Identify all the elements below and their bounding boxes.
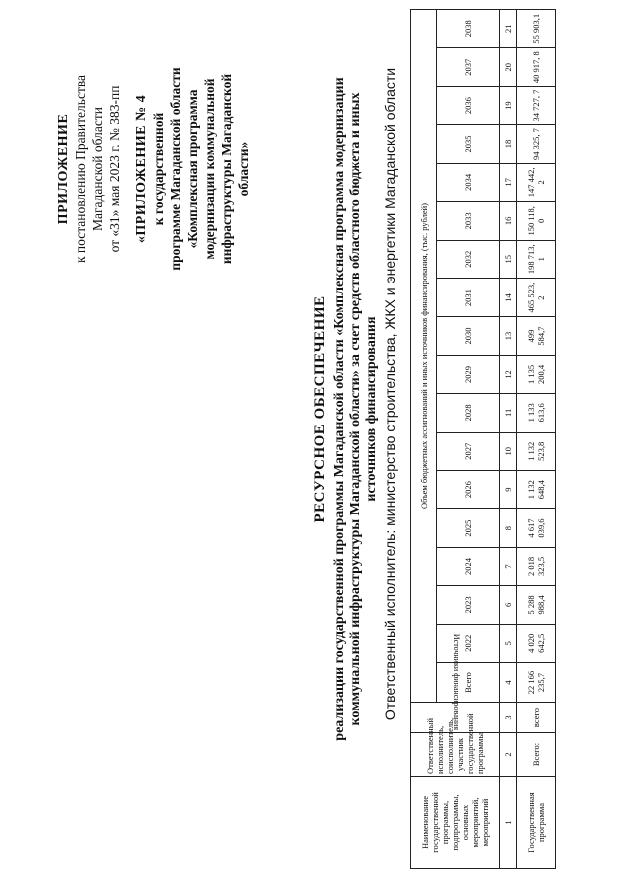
responsible-executor: Ответственный исполнитель: министерство строительства, ЖКХ и энергетики Магаданской области — [382, 67, 398, 721]
row-value: 150 118, 0 — [517, 202, 556, 240]
col-number: 2 — [500, 733, 517, 777]
header-source-text: Источники финансирования — [451, 633, 461, 730]
row-value: 40 917, 8 — [517, 48, 556, 86]
year-cell: 2022 — [437, 624, 500, 662]
row-value: 465 523, 2 — [517, 278, 556, 316]
row-value: 4 020 642,5 — [517, 624, 556, 662]
col-number: 4 — [500, 663, 517, 703]
year-cell: 2028 — [437, 394, 500, 432]
header-total: Всего — [437, 663, 500, 703]
col-number: 18 — [500, 125, 517, 163]
col-number: 10 — [500, 432, 517, 470]
row-total: 22 166 235,7 — [517, 663, 556, 703]
row-value: 147 442, 2 — [517, 163, 556, 201]
row-value: 1 135 200,4 — [517, 355, 556, 393]
appendix-heading: ПРИЛОЖЕНИЕ — [56, 113, 71, 225]
row-value: 55 903,1 — [517, 10, 556, 49]
year-cell: 2029 — [437, 355, 500, 393]
year-cell: 2032 — [437, 240, 500, 278]
title-line: реализации государственной программы Магаданской области «Комплексная программа модернизации — [332, 77, 347, 741]
row-value: 34 727, 7 — [517, 86, 556, 124]
col-number: 6 — [500, 586, 517, 624]
year-cell: 2027 — [437, 432, 500, 470]
table-row — [517, 10, 556, 869]
title-line: источников финансирования — [364, 316, 379, 502]
year-cell: 2036 — [437, 86, 500, 124]
row-value: 198 713, 1 — [517, 240, 556, 278]
col-number: 15 — [500, 240, 517, 278]
title-main: РЕСУРСНОЕ ОБЕСПЕЧЕНИЕ — [312, 295, 328, 523]
row-value: 499 584,7 — [517, 317, 556, 355]
title-line: коммунальной инфраструктуры Магаданской области» за счет средств областного бюджета и иных — [348, 92, 363, 726]
appendix-line: к постановлению Правительства — [73, 74, 88, 264]
appendix-line: программе Магаданской области — [168, 67, 183, 271]
appendix-line: Магаданской области — [90, 107, 105, 231]
col-number: 7 — [500, 547, 517, 585]
col-number: 1 — [500, 777, 517, 869]
document-title — [312, 9, 380, 809]
header-volume: Объем бюджетных ассигнований и иных источников финансирования, (тыс. рублей) — [411, 10, 437, 703]
col-number: 21 — [500, 10, 517, 49]
row-value: 1 133 613,6 — [517, 394, 556, 432]
row-value: 4 617 039,6 — [517, 509, 556, 547]
appendix-line: модернизации коммунальной — [202, 78, 217, 260]
col-number: 14 — [500, 278, 517, 316]
header-row — [411, 10, 437, 869]
year-cell: 2037 — [437, 48, 500, 86]
appendix-line: «Комплексная программа — [185, 89, 200, 249]
col-number: 8 — [500, 509, 517, 547]
col-number: 3 — [500, 703, 517, 733]
col-number: 20 — [500, 48, 517, 86]
appendix-line: области» — [236, 141, 251, 197]
year-cell: 2034 — [437, 163, 500, 201]
appendix-block — [55, 19, 252, 319]
appendix-line: от «31» мая 2023 г. № 383-пп — [107, 85, 122, 253]
year-cell: 2033 — [437, 202, 500, 240]
row-value: 2 018 323,5 — [517, 547, 556, 585]
year-cell: 2030 — [437, 317, 500, 355]
header-responsible: Ответственный исполнитель, соисполнитель, участник государственной программы — [411, 733, 500, 777]
col-number: 12 — [500, 355, 517, 393]
col-number: 16 — [500, 202, 517, 240]
row-value: 94 325, 7 — [517, 125, 556, 163]
row-name: Государственная программа — [517, 777, 556, 869]
row-value: 1 132 523,8 — [517, 432, 556, 470]
col-number: 17 — [500, 163, 517, 201]
year-cell: 2023 — [437, 586, 500, 624]
year-cell: 2031 — [437, 278, 500, 316]
row-responsible: Всего: — [517, 733, 556, 777]
row-value: 5 288 988,4 — [517, 586, 556, 624]
year-cell: 2026 — [437, 470, 500, 508]
row-source: всего — [517, 703, 556, 733]
header-name: Наименование государственной программы, подпрограммы, основных мероприятий, мероприятий — [411, 777, 500, 869]
year-cell: 2025 — [437, 509, 500, 547]
appendix-heading-2: «ПРИЛОЖЕНИЕ № 4 — [134, 94, 149, 244]
col-number: 13 — [500, 317, 517, 355]
resource-table — [410, 9, 556, 869]
year-cell: 2038 — [437, 10, 500, 49]
appendix-line: к государственной — [151, 112, 166, 226]
col-number: 19 — [500, 86, 517, 124]
col-number: 9 — [500, 470, 517, 508]
year-cell: 2035 — [437, 125, 500, 163]
appendix-line: инфраструктуры Магаданской — [219, 73, 234, 265]
year-cell: 2024 — [437, 547, 500, 585]
col-number: 11 — [500, 394, 517, 432]
row-value: 1 132 648,4 — [517, 470, 556, 508]
col-number: 5 — [500, 624, 517, 662]
column-numbers-row — [500, 10, 517, 869]
